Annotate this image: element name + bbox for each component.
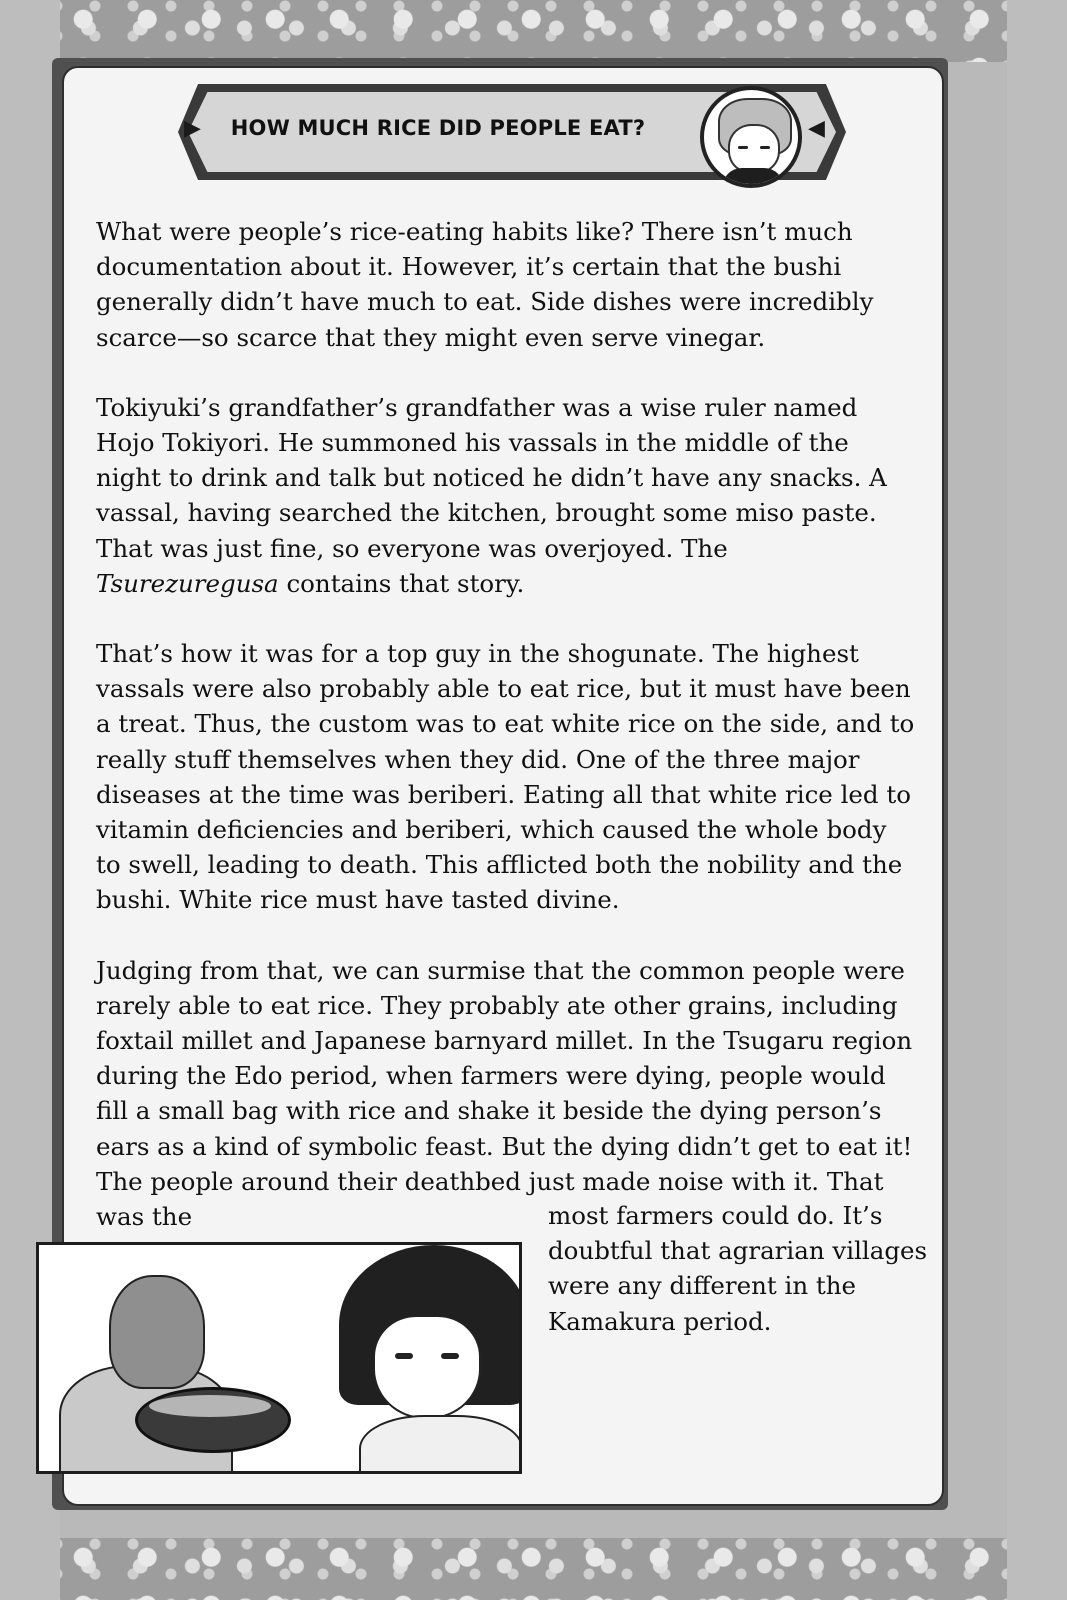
decorative-bottom-border <box>0 1538 1067 1600</box>
paragraph-4: Judging from that, we can surmise that the common people were rarely able to eat rice. They probably ate other grains, including foxtail millet and Japanese barnyard millet. In the Tsugaru region during the Edo period, when farmers were dying, people would fill a small bag with rice and shake it beside the dying person’s ears as a kind of symbolic feast. But the dying didn’t get to eat it! The people around their deathbed just made noise with it. That was the <box>96 955 913 1232</box>
article-body <box>96 214 916 1269</box>
avatar-face <box>728 124 780 174</box>
right-margin <box>1007 0 1067 1600</box>
paragraph-4-continuation: most farmers could do. It’s doubtful that agrarian villages were any different in the Kamakura period. <box>548 1201 928 1336</box>
boy-eye <box>395 1353 413 1359</box>
boy-face <box>373 1315 481 1419</box>
page-title: HOW MUCH RICE DID PEOPLE EAT? <box>230 116 646 140</box>
boy-eye <box>441 1353 459 1359</box>
paragraph-2 <box>96 390 916 601</box>
girl-hair <box>109 1275 205 1389</box>
paragraph-3: That’s how it was for a top guy in the shogunate. The highest vassals were also probably able to eat rice, but it must have been a treat. Thus, the custom was to eat white rice on the side, and to really stuff themselves when they did. One of the three major diseases at the time was beriberi. Eating all that white rice led to vitamin deficiencies and beriberi, which caused the whole body to swell, leading to death. This afflicted both the nobility and the bushi. White rice must have tasted divine. <box>96 639 915 915</box>
book-title: Tsurezuregusa <box>96 568 279 598</box>
manga-illustration <box>36 1242 522 1474</box>
paragraph-1: What were people’s rice-eating habits like? There isn’t much documentation about it. However, it’s certain that the bushi generally didn’t have much to eat. Side dishes were incredibly scarce—so scarce that they might even serve vinegar. <box>96 217 874 352</box>
character-avatar <box>700 86 802 188</box>
rice <box>149 1395 271 1417</box>
arrow-right-icon: ▶ <box>184 116 201 141</box>
arrow-left-icon: ◀ <box>808 116 825 141</box>
paragraph-2-text: Tokiyuki’s grandfather’s grandfather was a wise ruler named Hojo Tokiyori. He summoned his vassals in the middle of the night to drink and talk but noticed he didn’t have any snacks. A vassal, having searched the kitchen, brought some miso paste. That was just fine, so everyone was overjoyed. The <box>96 392 887 563</box>
decorative-top-border <box>0 0 1067 62</box>
avatar-eye <box>760 146 770 149</box>
paragraph-2-end: contains that story. <box>278 568 525 598</box>
avatar-eye <box>738 146 748 149</box>
boy-body <box>359 1415 522 1474</box>
